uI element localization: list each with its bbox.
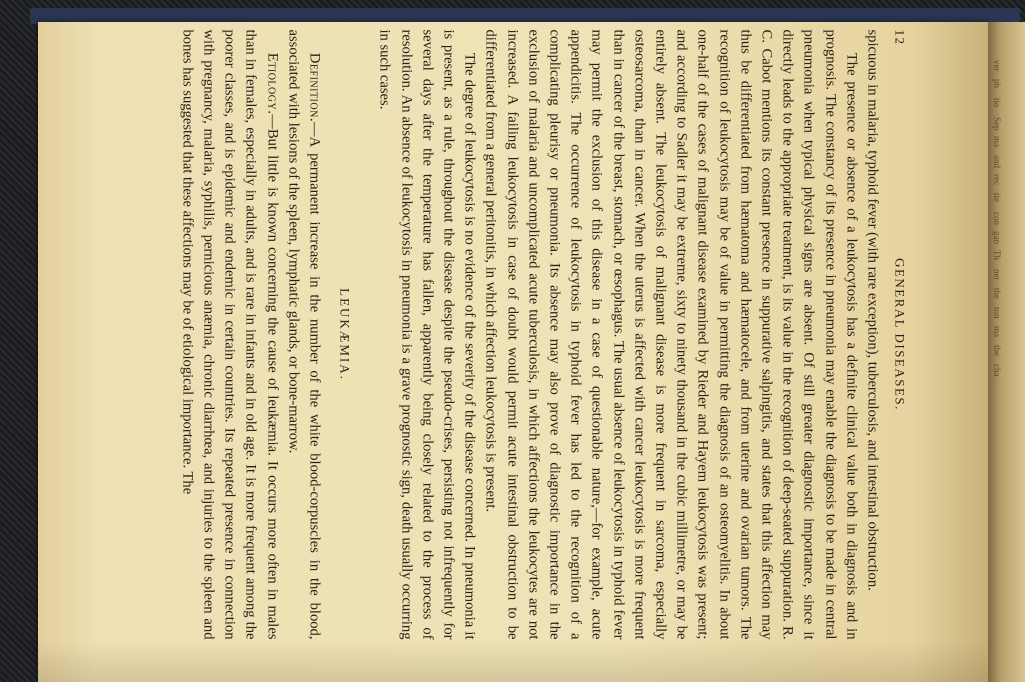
etiology-label: Etiology. (264, 52, 281, 115)
adjacent-page-fragment: rec (992, 174, 1002, 185)
header-title: GENERAL DISEASES. (892, 258, 908, 411)
adjacent-page-fragment: the (992, 345, 1002, 356)
adjacent-page-fragment: ph (992, 79, 1002, 88)
adjacent-page-fragment: the (992, 288, 1002, 299)
page-text-block (136, 30, 911, 640)
definition-label: Definition. (306, 52, 323, 122)
adjacent-page-fragment: cha (992, 364, 1002, 377)
adjacent-page-fragment: gan (992, 231, 1002, 244)
page-shadow (38, 640, 988, 682)
adjacent-page-fragment: con (992, 212, 1002, 225)
adjacent-page-fragment: ver (992, 60, 1002, 72)
running-head (887, 30, 911, 640)
paragraph-definition (282, 30, 324, 640)
adjacent-page-fragment: Th (992, 250, 1002, 260)
page-number: 12 (892, 29, 908, 46)
paragraph-continuation: spicuous in malaria, typhoid fever (with rare exception), tuberculosis, and intestinal obstruction. (864, 29, 881, 591)
etiology-text: —But little is known concerning the cause of leukæmia. It occurs more often in males than in females, especially in adults, and is rare in infants and in old age. It is more frequent among the poorer classes, and is epidemic and endemic in certain countries. Its repeated presence in connection with pregnancy, malaria, syphilis, pernicious anæmia, chronic diarrhœa, and injuries to the spleen and bones has suggested that these affections may be of etiological importance. The (179, 29, 281, 640)
paragraph-etiology (176, 30, 282, 640)
paragraph-degree: The degree of leukocytosis is no evidence of the severity of the disease concerned. In pneumonia it is present, as a rule, throughout the disease despite the pseudo-crises, persisting not infrequently for several days after the temperature has fallen, apparently being closely related to the process of resolution. An absence of leukocytosis in pneumonia is a grave prognostic sign, death usually occurring in such cases. (376, 29, 478, 640)
adjacent-page-fragment: and (992, 155, 1002, 168)
paragraph-diagnostic-value: The presence or absence of a leukocytosis has a definite clinical value both in diagnosis and in prognosis. The constancy of its presence in pneumonia may enable the diagnosis to be made in central pneumonia when typical physical signs are absent. Of still greater diagnostic importance, since it directly leads to the appropriate treatment, is its value in the recognition of deep-seated suppuration. R. C. Cabot mentions its constant presence in suppurative salpingitis, and states that this affection may thus be differentiated from hæmatoma and hæmatocele, and from uterine and ovarian tumors. The recognition of leukocytosis may be of value in permitting the diagnosis of an osteomyelitis. In about one-half of the cases of malignant disease examined by Rieder and Hayem leukocytosis was present; and according to Sadler it may be extreme, sixty to ninety thousand in the cubic millimetre, or may be entirely absent. The leukocytosis of malignant disease is more frequent in sarcoma, especially osteosarcoma, than in cancer. When the uterus is affected with cancer leukocytosis is more frequent than in cancer of the breast, stomach, or œsophagus. The usual absence of leukocytosis in typhoid fever may permit the exclusion of this disease in a case of questionable nature,—for example, acute appendicitis. The occurrence of leukocytosis in typhoid fever has led to the recognition of a complicating pleurisy or pneumonia. Its absence may also prove of diagnostic importance in the exclusion of malaria and uncomplicated acute tuberculosis, in which affections the leukocytes are not increased. A failing leukocytosis in case of doubt would permit acute intestinal obstruction to be differentiated from a general peritonitis, in which affection leukocytosis is present. (482, 29, 860, 640)
adjacent-page-fragment: ma (992, 136, 1002, 147)
adjacent-page-text (992, 60, 1024, 660)
adjacent-page-fragment: tie (992, 193, 1002, 202)
section-title: LEUKÆMIA. (337, 288, 353, 381)
adjacent-page-fragment: Sep (992, 117, 1002, 131)
adjacent-page-fragment: tio (992, 98, 1002, 108)
adjacent-page-fragment: ma (992, 326, 1002, 337)
adjacent-page-fragment: ner (992, 269, 1002, 281)
adjacent-page-fragment: ton (992, 307, 1002, 319)
definition-text: —A permanent increase in the number of the white blood-corpuscles in the blood, associated with lesions of the spleen, lymphatic glands, or bone-marrow. (285, 29, 323, 640)
